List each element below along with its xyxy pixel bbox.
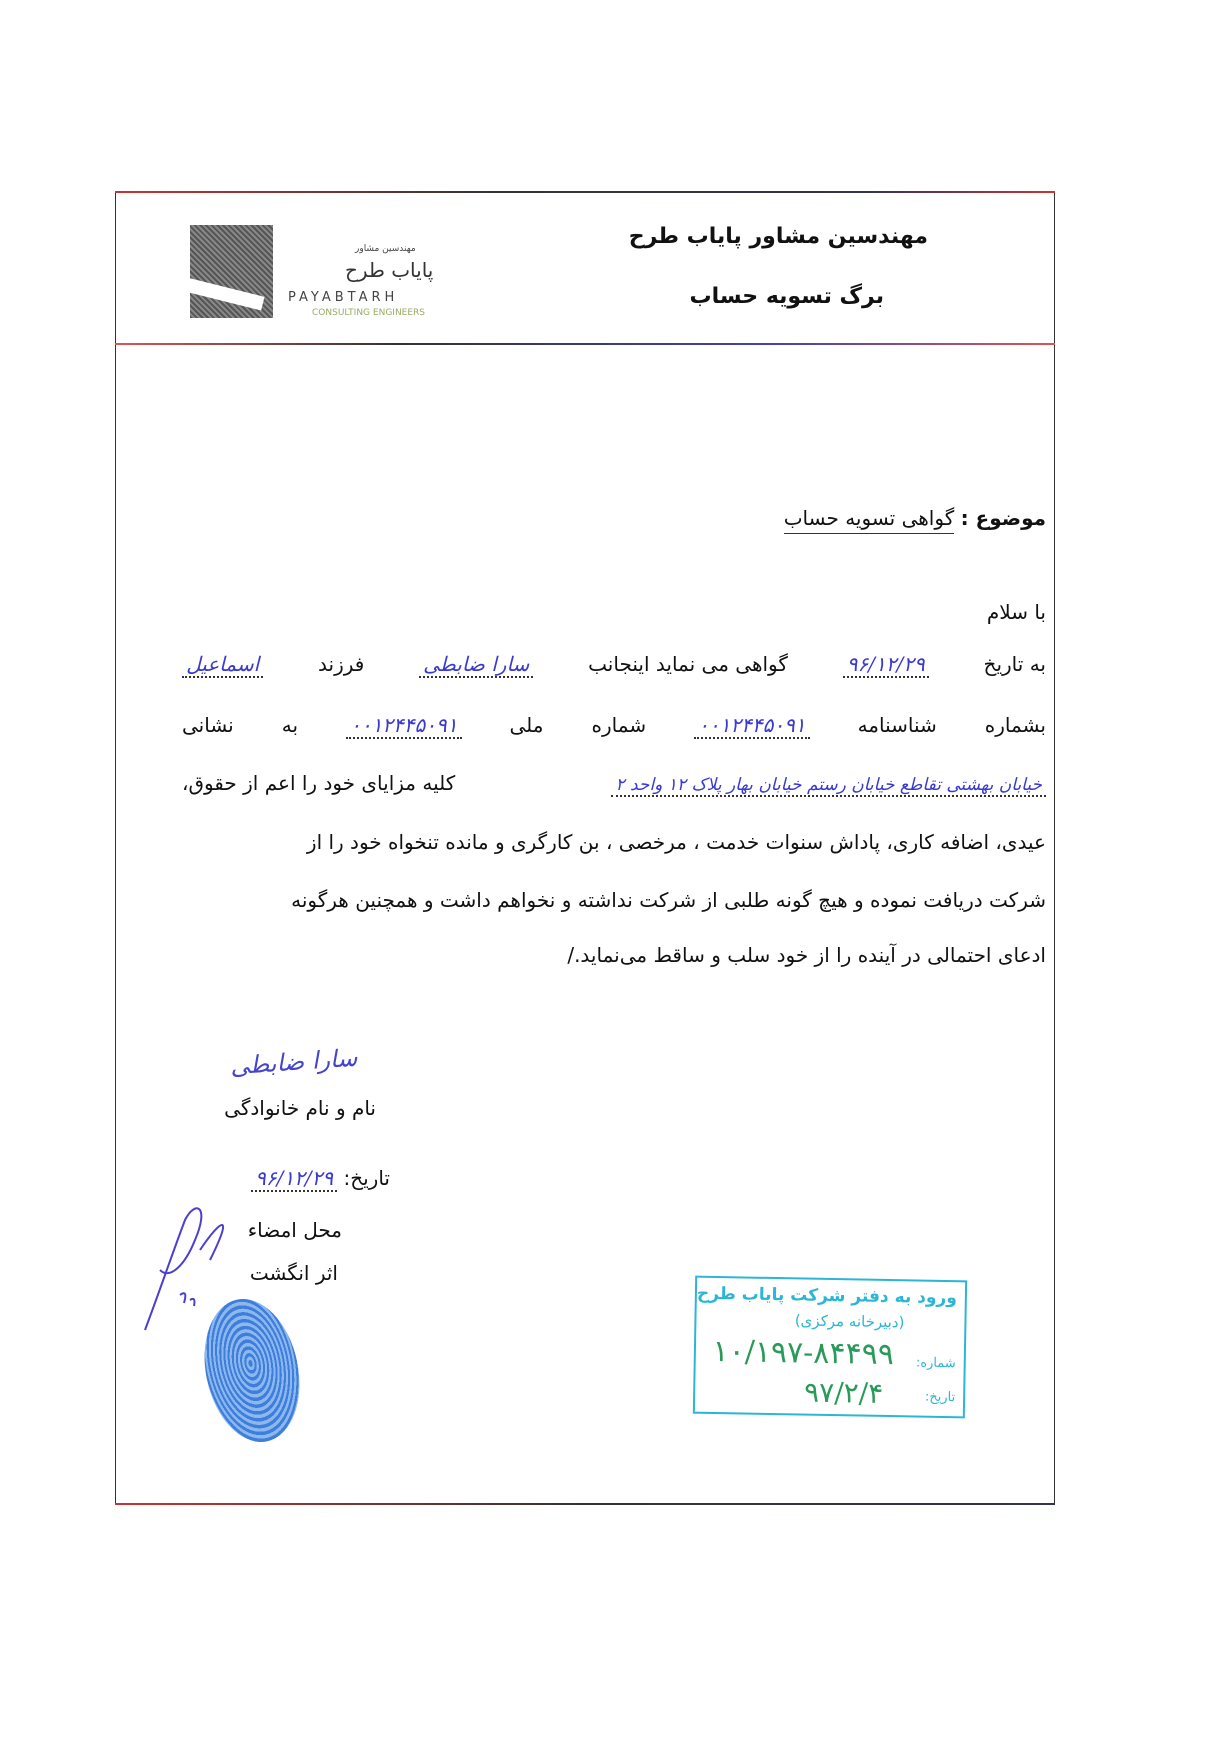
logo-text-en: PAYABTARH (288, 290, 399, 305)
text: گواهی می نماید اینجانب (588, 652, 788, 676)
handwritten-id-number: ۰۰۱۲۴۴۵۰۹۱ (694, 713, 809, 739)
handwritten-sign-date: ۹۶/۱۲/۲۹ (251, 1166, 337, 1192)
text: به (281, 713, 299, 737)
body-line-3 (182, 771, 1046, 797)
text: بشماره (984, 713, 1046, 737)
handwritten-national-id: ۰۰۱۲۴۴۵۰۹۱ (346, 713, 461, 739)
body-line-4 (182, 830, 1046, 854)
subject (784, 506, 1046, 530)
fingerprint-label: اثر انگشت (249, 1261, 338, 1285)
text: شماره (591, 713, 647, 737)
header-divider (115, 343, 1055, 345)
date-field (251, 1166, 390, 1190)
text: به تاریخ (983, 652, 1046, 676)
handwritten-signed-name: سارا ضابطی (229, 1043, 359, 1081)
subject-label: موضوع : (960, 506, 1046, 530)
form-title: برگ تسویه حساب (689, 284, 884, 309)
text: عیدی، اضافه کاری، پاداش سنوات خدمت ، مرخصی ، بن کارگری و مانده تنخواه خود را از (306, 830, 1046, 854)
registry-stamp (693, 1276, 967, 1419)
text: ادعای احتمالی در آینده را از خود سلب و ساقط می‌نماید./ (567, 943, 1046, 967)
body-line-1 (182, 652, 1046, 678)
body-line-5 (182, 888, 1046, 912)
text: شرکت دریافت نموده و هیچ گونه طلبی از شرکت نداشته و نخواهم داشت و همچنین هرگونه (291, 888, 1046, 912)
text: فرزند (318, 652, 365, 676)
stamp-number-value: ۱۰/۱۹۷-۸۴۴۹۹ (712, 1333, 895, 1373)
stamp-date-value: ۹۷/۲/۴ (803, 1375, 884, 1410)
date-label: تاریخ: (343, 1166, 390, 1190)
text: نشانی (182, 713, 234, 737)
logo-text-fa: پایاب طرح (345, 258, 434, 282)
text: ملی (509, 713, 544, 737)
stamp-date-label: تاریخ: (924, 1389, 956, 1406)
stamp-line-2: (دبیرخانه مرکزی) (794, 1311, 905, 1332)
handwritten-name: سارا ضابطی (419, 652, 533, 678)
company-title: مهندسین مشاور پایاب طرح (628, 224, 928, 249)
body-line-6 (182, 943, 1046, 967)
stamp-number-label: شماره: (915, 1355, 956, 1372)
name-label: نام و نام خانوادگی (224, 1096, 376, 1120)
signature-place-label: محل امضاء (247, 1218, 342, 1242)
text: شناسنامه (857, 713, 937, 737)
company-logo-mark (190, 225, 273, 318)
subject-value: گواهی تسویه حساب (784, 506, 955, 534)
logo-text-fa-small: مهندسین مشاور (355, 244, 416, 254)
handwritten-address: خیابان بهشتی تقاطع خیابان رستم خیابان بهار پلاک ۱۲ واحد ۲ (611, 775, 1046, 797)
stamp-line-1: ورود به دفتر شرکت پایاب طرح (696, 1283, 958, 1309)
greeting: با سلام (986, 600, 1046, 624)
text: کلیه مزایای خود را اعم از حقوق، (182, 771, 456, 795)
handwritten-father-name: اسماعیل (182, 652, 263, 678)
logo-text-en-sub: CONSULTING ENGINEERS (312, 308, 426, 318)
handwritten-date: ۹۶/۱۲/۲۹ (843, 652, 929, 678)
frame-top-border (115, 191, 1055, 193)
body-line-2 (182, 713, 1046, 739)
frame-bottom-border (115, 1503, 1055, 1505)
